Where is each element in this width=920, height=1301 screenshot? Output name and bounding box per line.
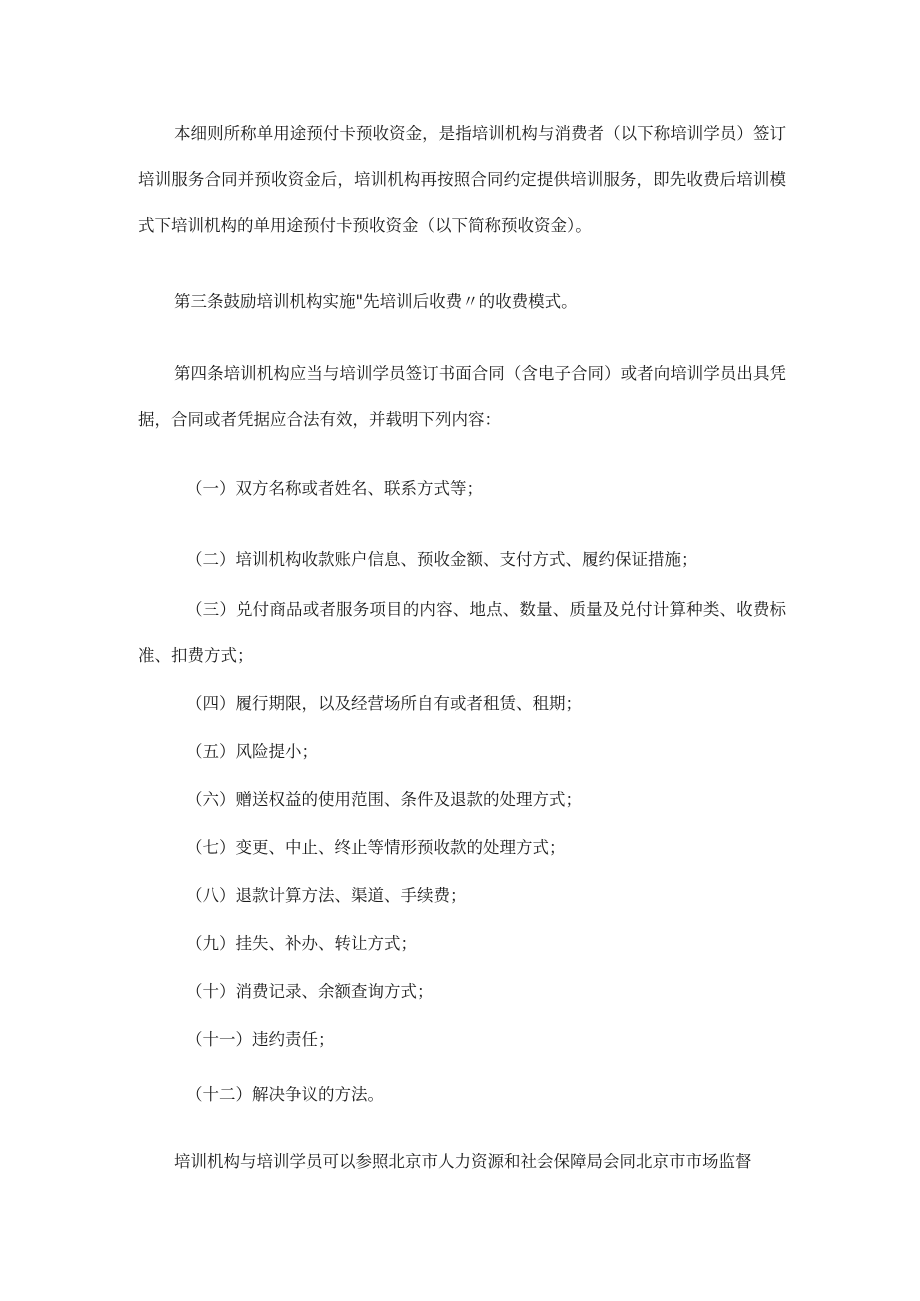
list-item-1: （一）双方名称或者姓名、联系方式等； xyxy=(186,479,483,498)
paragraph-article-4: 第四条培训机构应当与培训学员签订书面合同（含电子合同）或者向培训学员出具凭据，合同或者凭据应合法有效，并载明下列内容： xyxy=(138,364,786,429)
paragraph-closing: 培训机构与培训学员可以参照北京市人力资源和社会保障局会同北京市市场监督 xyxy=(174,1152,752,1171)
list-item-11: （十一）违约责任； xyxy=(186,1030,335,1049)
list-item-6: （六）赠送权益的使用范围、条件及退款的处理方式； xyxy=(186,790,582,809)
list-item-4: （四）履行期限，以及经营场所自有或者租赁、租期； xyxy=(186,694,582,713)
list-item-5: （五）风险提小； xyxy=(186,742,318,761)
list-item-12: （十二）解决争议的方法。 xyxy=(186,1085,384,1104)
list-item-10: （十）消费记录、余额查询方式； xyxy=(186,982,434,1001)
list-item-2: （二）培训机构收款账户信息、预收金额、支付方式、履约保证措施； xyxy=(186,550,698,569)
list-item-8: （八）退款计算方法、渠道、手续费； xyxy=(186,886,467,905)
paragraph-intro: 本细则所称单用途预付卡预收资金，是指培训机构与消费者（以下称培训学员）签订培训服务合同并预收资金后，培训机构再按照合同约定提供培训服务，即先收费后培训模式下培训机构的单用途预付卡预收资金（以下简称预收资金）。 xyxy=(138,124,786,235)
list-item-3: （三）兑付商品或者服务项目的内容、地点、数量、质量及兑付计算种类、收费标准、扣费方式； xyxy=(138,600,786,665)
list-item-9: （九）挂失、补办、转让方式； xyxy=(186,934,417,953)
list-item-7: （七）变更、中止、终止等情形预收款的处理方式； xyxy=(186,838,566,857)
paragraph-article-3: 第三条鼓励培训机构实施"先培训后收费〃的收费模式。 xyxy=(174,292,578,311)
